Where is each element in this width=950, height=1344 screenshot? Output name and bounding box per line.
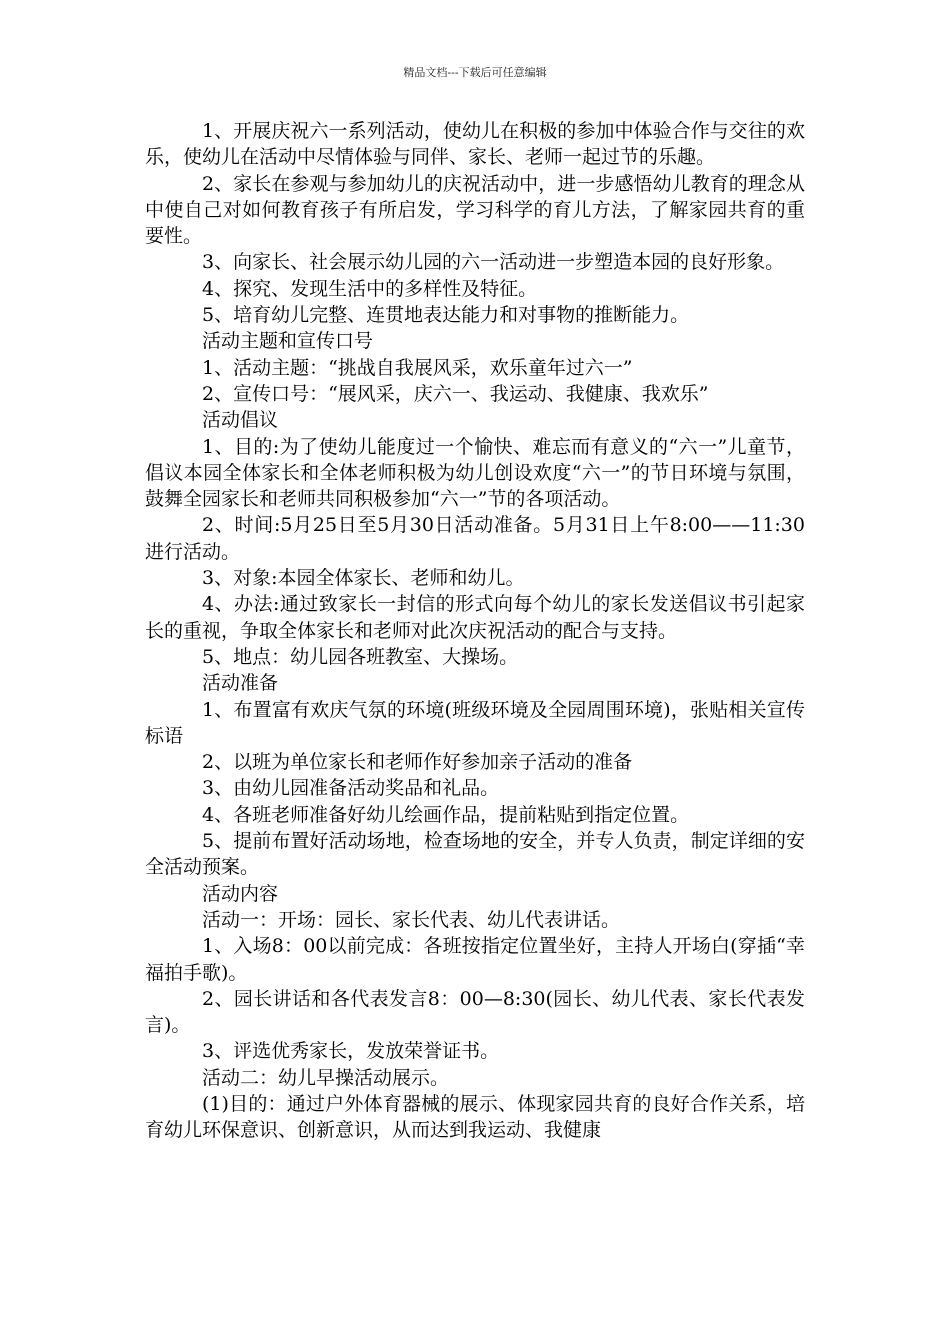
paragraph: 活动二：幼儿早操活动展示。 xyxy=(202,1066,450,1089)
paragraph: 2、家长在参观与参加幼儿的庆祝活动中，进一步感悟幼儿教育的理念从中使自己对如何教育孩子有所启发，学习科学的育儿方法，了解家园共育的重要性。 xyxy=(145,172,805,248)
paragraph: 5、地点：幼儿园各班教室、大操场。 xyxy=(202,645,519,668)
section-heading: 活动倡议 xyxy=(202,409,279,432)
page-header: 精品文档---下载后可任意编辑 xyxy=(403,66,547,79)
paragraph: (1)目的：通过户外体育器械的展示、体现家园共育的良好合作关系，培育幼儿环保意识、创新意识，从而达到我运动、我健康 xyxy=(145,1092,805,1142)
paragraph: 4、各班老师准备好幼儿绘画作品，提前粘贴到指定位置。 xyxy=(202,803,690,826)
section-heading: 活动主题和宣传口号 xyxy=(202,330,374,353)
paragraph: 1、布置富有欢庆气氛的环境(班级环境及全园周围环境)，张贴相关宣传标语 xyxy=(145,698,805,747)
section-heading: 活动内容 xyxy=(202,882,279,905)
paragraph: 3、由幼儿园准备活动奖品和礼品。 xyxy=(202,777,500,800)
document-body xyxy=(145,118,805,1144)
paragraph: 3、向家长、社会展示幼儿园的六一活动进一步塑造本园的良好形象。 xyxy=(202,251,785,274)
paragraph: 5、提前布置好活动场地，检查场地的安全，并专人负责，制定详细的安全活动预案。 xyxy=(145,830,805,879)
paragraph: 1、入场8：00以前完成：各班按指定位置坐好，主持人开场白(穿插“幸福拍手歌)。 xyxy=(145,935,805,984)
paragraph: 2、园长讲话和各代表发言8：00—8:30(园长、幼儿代表、家长代表发言)。 xyxy=(145,987,805,1037)
paragraph: 4、办法:通过致家长一封信的形式向每个幼儿的家长发送倡议书引起家长的重视，争取全体家长和老师对此次庆祝活动的配合与支持。 xyxy=(145,593,805,642)
paragraph: 3、对象:本园全体家长、老师和幼儿。 xyxy=(202,567,525,590)
paragraph: 1、开展庆祝六一系列活动，使幼儿在积极的参加中体验合作与交往的欢乐，使幼儿在活动中尽情体验与同伴、家长、老师一起过节的乐趣。 xyxy=(145,120,805,169)
paragraph: 1、目的:为了使幼儿能度过一个愉快、难忘而有意义的“六一”儿童节，倡议本园全体家长和全体老师积极为幼儿创设欢度“六一”的节日环境与氛围，鼓舞全园家长和老师共同积极参加“六一”节的各项活动。 xyxy=(145,435,805,511)
paragraph: 2、以班为单位家长和老师作好参加亲子活动的准备 xyxy=(202,751,633,774)
section-heading: 活动准备 xyxy=(202,672,279,695)
paragraph: 3、评选优秀家长，发放荣誉证书。 xyxy=(202,1040,500,1063)
paragraph: 2、时间:5月25日至5月30日活动准备。5月31日上午8:00——11:30进行活动。 xyxy=(145,514,805,563)
paragraph: 2、宣传口号：“展风采，庆六一、我运动、我健康、我欢乐” xyxy=(202,382,709,405)
paragraph: 1、活动主题：“挑战自我展风采，欢乐童年过六一” xyxy=(202,356,633,379)
paragraph: 活动一：开场：园长、家长代表、幼儿代表讲话。 xyxy=(202,908,621,931)
paragraph: 5、培育幼儿完整、连贯地表达能力和对事物的推断能力。 xyxy=(202,304,690,327)
paragraph: 4、探究、发现生活中的多样性及特征。 xyxy=(202,277,538,300)
